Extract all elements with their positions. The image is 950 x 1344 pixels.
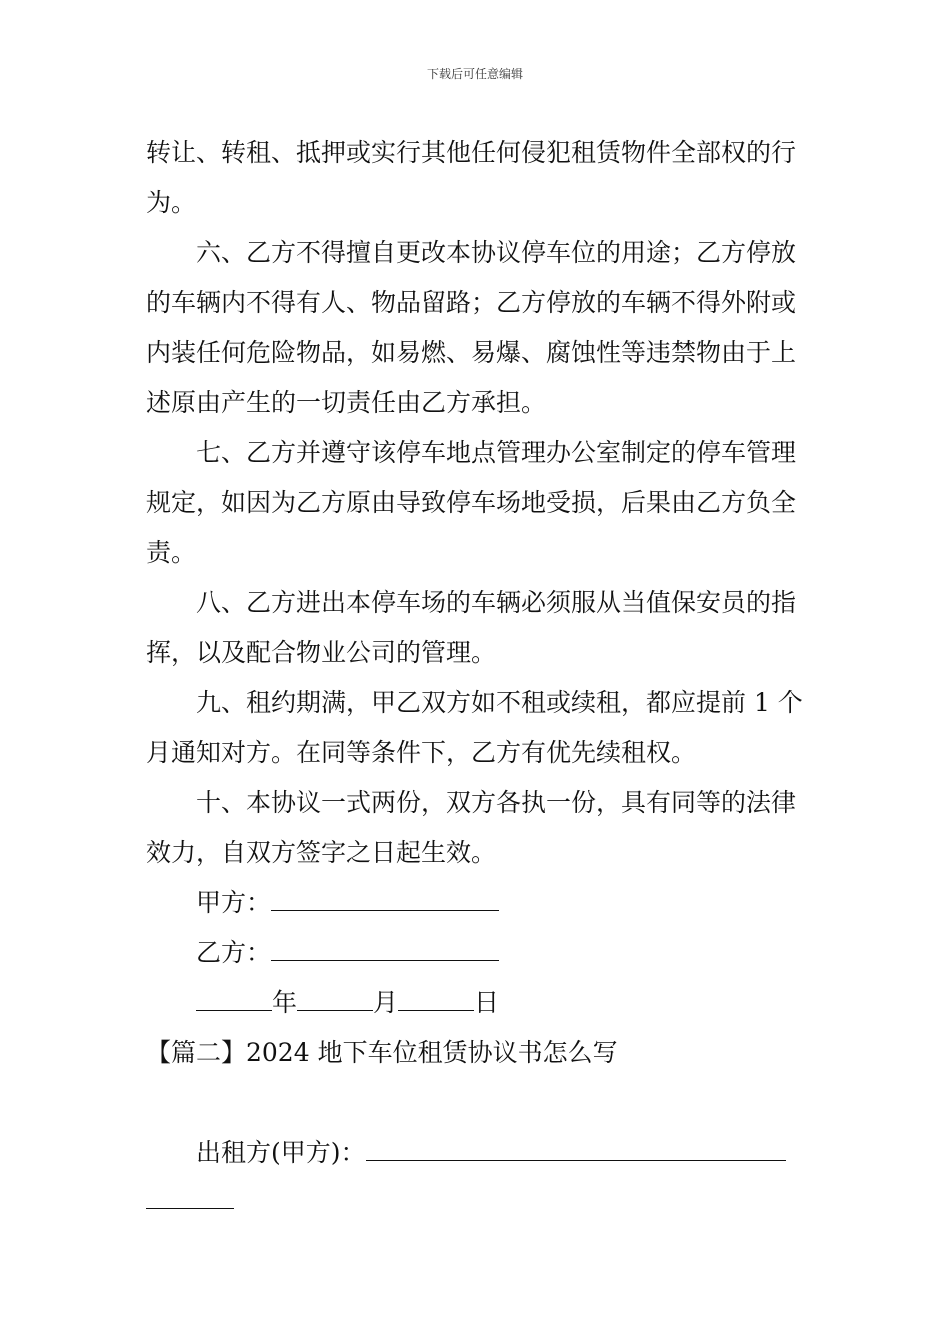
party-b-signature: [146, 928, 808, 978]
party-b-signature-blank[interactable]: [271, 938, 499, 961]
year-label: 年: [272, 988, 298, 1017]
party-a-label: 甲方：: [196, 888, 272, 917]
lessor-line: [146, 1128, 808, 1178]
lessor-name-blank-continued[interactable]: [146, 1180, 234, 1209]
paragraph-continued: 转让、转租、抵押或实行其他任何侵犯租赁物件全部权的行为。: [146, 138, 797, 217]
party-b-label: 乙方：: [196, 938, 272, 967]
clause-9: 九、租约期满，甲乙双方如不租或续租，都应提前 1 个月通知对方。在同等条件下，乙方有优先续租权。: [146, 688, 803, 767]
document-body: [146, 128, 808, 1209]
lessor-label: 出租方(甲方)：: [196, 1138, 366, 1167]
signature-date: [146, 978, 808, 1028]
clause-8: 八、乙方进出本停车场的车辆必须服从当值保安员的指挥，以及配合物业公司的管理。: [146, 588, 797, 667]
clause-6: 六、乙方不得擅自更改本协议停车位的用途；乙方停放的车辆内不得有人、物品留路；乙方停放的车辆不得外附或内装任何危险物品，如易燃、易爆、腐蚀性等违禁物由于上述原由产生的一切责任由乙方承担。: [146, 238, 797, 417]
clause-10: 十、本协议一式两份，双方各执一份，具有同等的法律效力，自双方签字之日起生效。: [146, 788, 797, 867]
month-blank[interactable]: [297, 988, 373, 1011]
year-blank[interactable]: [196, 988, 272, 1011]
page-header: 下载后可任意编辑: [426, 67, 523, 81]
day-blank[interactable]: [398, 988, 474, 1011]
section-title: 【篇二】2024 地下车位租赁协议书怎么写: [146, 1038, 618, 1067]
month-label: 月: [373, 988, 399, 1017]
blank-line: [146, 1078, 808, 1128]
party-a-signature: [146, 878, 808, 928]
clause-7: 七、乙方并遵守该停车地点管理办公室制定的停车管理规定，如因为乙方原由导致停车场地受损，后果由乙方负全责。: [146, 438, 797, 567]
party-a-signature-blank[interactable]: [271, 888, 499, 911]
lessor-name-blank[interactable]: [366, 1138, 786, 1161]
day-label: 日: [474, 988, 500, 1017]
